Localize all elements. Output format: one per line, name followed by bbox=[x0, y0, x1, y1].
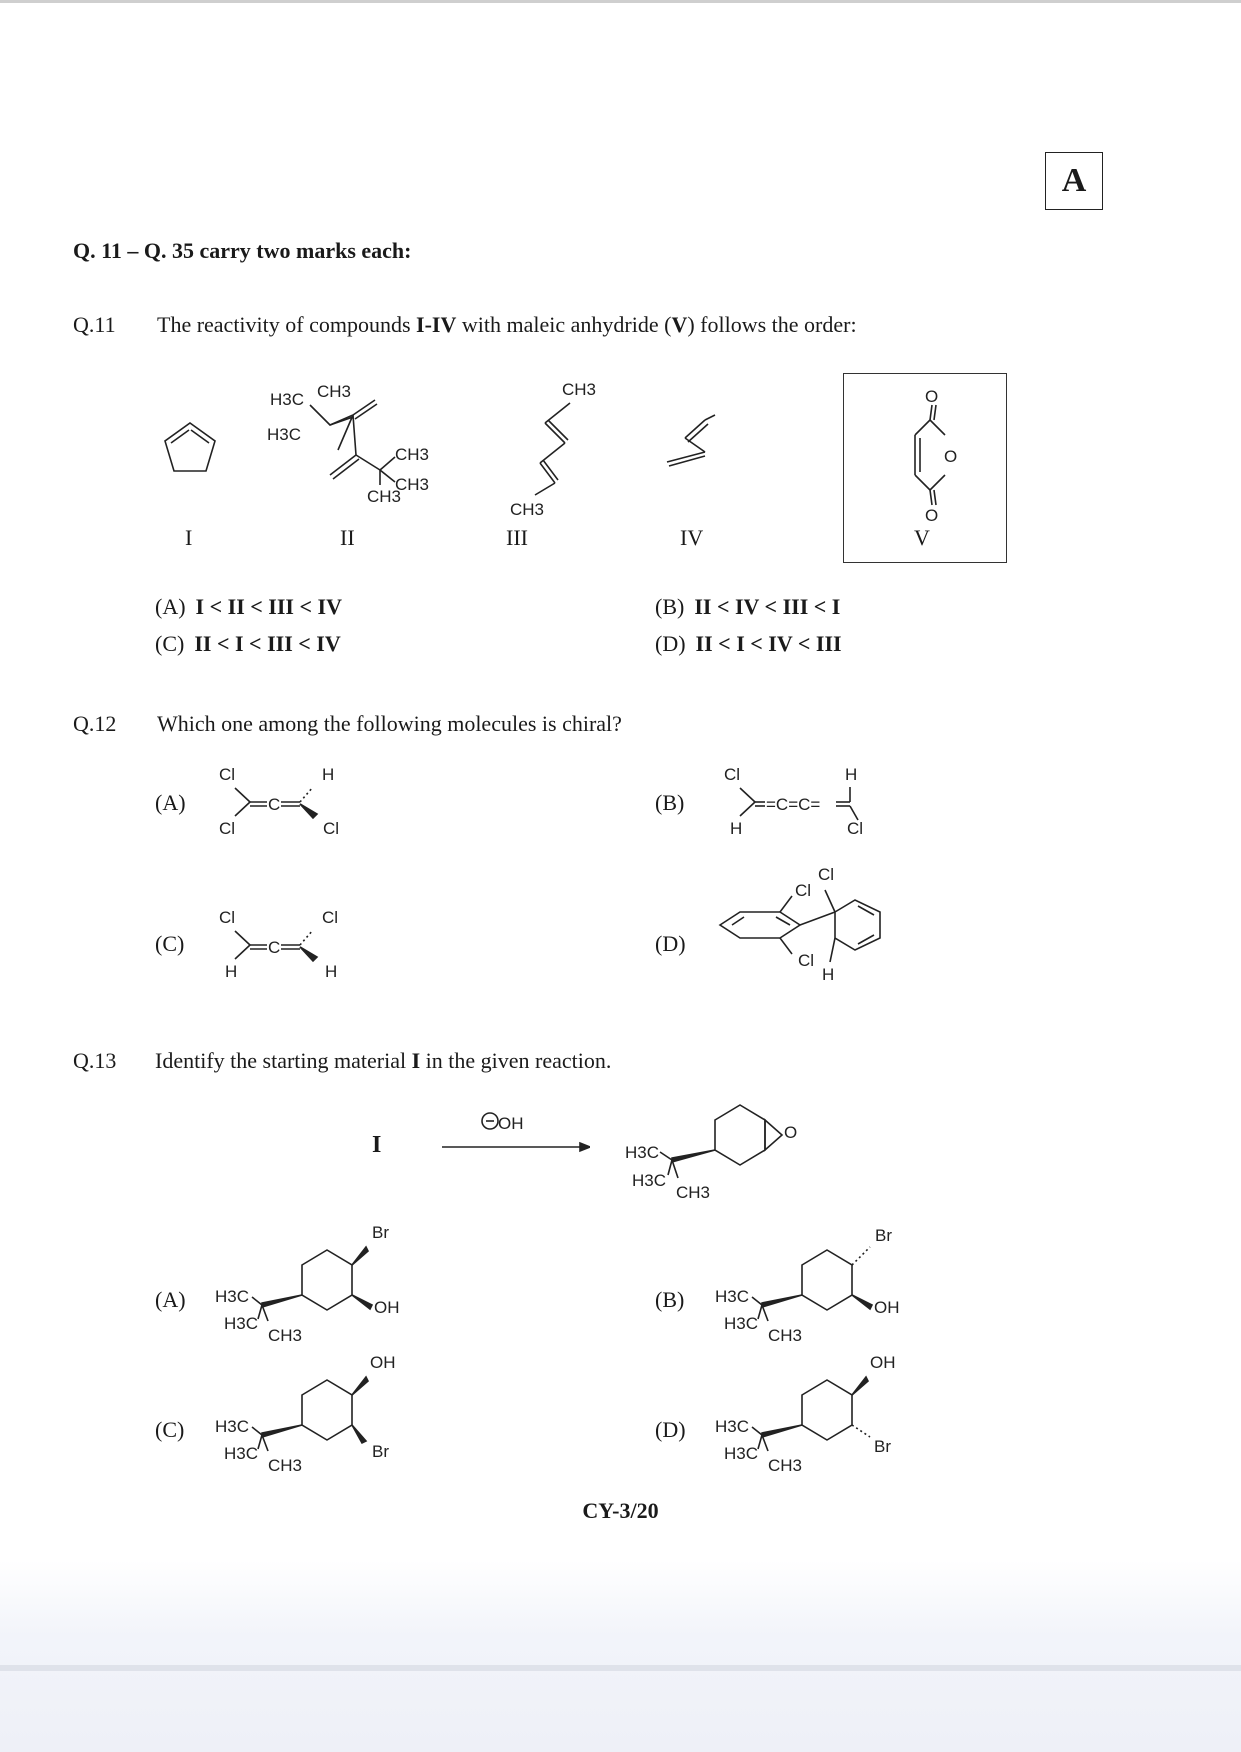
option-text: II < I < IV < III bbox=[695, 631, 842, 656]
bond bbox=[235, 945, 250, 959]
bond bbox=[685, 438, 705, 452]
atom-label: H3C bbox=[625, 1143, 660, 1162]
atom-label: H3C bbox=[270, 390, 305, 409]
product-epoxide-structure bbox=[620, 1090, 820, 1210]
atom-label: Cl bbox=[847, 819, 864, 838]
q12-a-structure bbox=[205, 762, 365, 842]
atom-label: CH3 bbox=[268, 1326, 303, 1345]
atom-label: O bbox=[925, 390, 939, 406]
q11-option-d[interactable] bbox=[655, 631, 842, 657]
atom-label: CH3 bbox=[367, 487, 402, 506]
q13-a-structure bbox=[210, 1215, 430, 1345]
double-bond bbox=[171, 430, 189, 443]
bond bbox=[660, 1152, 672, 1160]
bond bbox=[705, 415, 715, 420]
compound-label-i: I bbox=[185, 525, 193, 550]
q13-d-structure bbox=[710, 1345, 930, 1475]
q12-d-structure bbox=[710, 860, 910, 1000]
wedge-bond bbox=[300, 947, 317, 961]
bond bbox=[780, 938, 792, 954]
atom-label: H3C bbox=[215, 1417, 250, 1436]
ring-bond bbox=[802, 1250, 852, 1310]
section-heading: Q. 11 – Q. 35 carry two marks each: bbox=[73, 238, 412, 263]
wedge-bond bbox=[300, 804, 317, 818]
ring-bond bbox=[165, 423, 215, 471]
double-bond bbox=[930, 405, 932, 420]
bond bbox=[752, 1427, 762, 1435]
atom-label: H3C bbox=[724, 1444, 759, 1463]
q11-text-part: with maleic anhydride ( bbox=[456, 312, 672, 337]
reagent-label: OH bbox=[498, 1114, 524, 1133]
option-letter: (A) bbox=[155, 594, 186, 619]
bond bbox=[258, 1435, 262, 1449]
atom-label: OH bbox=[370, 1353, 396, 1372]
bond bbox=[930, 475, 945, 490]
bond bbox=[380, 470, 395, 482]
wedge-bond bbox=[352, 1425, 366, 1443]
atom-label: O bbox=[944, 447, 958, 466]
atom-label: =C=C= bbox=[766, 795, 821, 814]
bond bbox=[668, 1160, 672, 1175]
bond bbox=[262, 1305, 268, 1321]
hash-bond bbox=[852, 1247, 870, 1265]
atom-label: Cl bbox=[219, 908, 236, 927]
atom-label: CH3 bbox=[317, 382, 352, 401]
atom-label: H3C bbox=[715, 1417, 750, 1436]
bond bbox=[930, 420, 945, 435]
bond bbox=[758, 1305, 762, 1319]
double-bond bbox=[776, 917, 790, 925]
compound-iii-structure bbox=[495, 375, 615, 525]
atom-label: H3C bbox=[224, 1444, 259, 1463]
option-letter: (B) bbox=[655, 594, 685, 619]
q13-text-part: Identify the starting material bbox=[155, 1048, 412, 1073]
atom-label: C bbox=[268, 938, 281, 957]
q11-text-part: The reactivity of compounds bbox=[157, 312, 417, 337]
ring-bond bbox=[835, 900, 880, 950]
q11-option-b[interactable] bbox=[655, 594, 840, 620]
option-letter: (D) bbox=[655, 631, 686, 656]
bond bbox=[310, 405, 353, 425]
double-bond bbox=[934, 405, 936, 420]
bond bbox=[740, 788, 755, 802]
bond bbox=[825, 890, 835, 912]
bond bbox=[235, 788, 250, 802]
bond bbox=[235, 931, 250, 945]
ring-bond bbox=[302, 1250, 352, 1310]
compound-label-v: V bbox=[914, 525, 930, 550]
q13-c-structure bbox=[210, 1345, 430, 1475]
wedge-bond bbox=[352, 1247, 368, 1265]
q13-text-part: in the given reaction. bbox=[420, 1048, 612, 1073]
compound-i-structure bbox=[155, 415, 225, 485]
q12-option-c[interactable]: (C) bbox=[155, 931, 185, 956]
atom-label: H bbox=[845, 765, 858, 784]
q13-option-b[interactable]: (B) bbox=[655, 1287, 685, 1312]
atom-label: Cl bbox=[798, 951, 815, 970]
q13-b-structure bbox=[710, 1215, 930, 1345]
atom-label: Cl bbox=[795, 881, 812, 900]
scan-shading bbox=[0, 1560, 1241, 1752]
double-bond bbox=[732, 917, 744, 925]
epoxide-ring bbox=[765, 1120, 782, 1150]
q11-option-a[interactable] bbox=[155, 594, 342, 620]
atom-label: CH3 bbox=[562, 380, 597, 399]
q13-text bbox=[155, 1048, 611, 1074]
hash-bond bbox=[300, 787, 313, 802]
q11-text-bold: I-IV bbox=[416, 312, 457, 337]
option-text: II < IV < III < I bbox=[694, 594, 841, 619]
atom-label: H bbox=[730, 819, 743, 838]
arrow-head bbox=[580, 1143, 590, 1151]
atom-label: Cl bbox=[322, 908, 339, 927]
page-top-border bbox=[0, 0, 1241, 3]
wedge-bond bbox=[672, 1150, 715, 1162]
atom-label: CH3 bbox=[395, 475, 430, 494]
q11-text-part: ) follows the order: bbox=[687, 312, 857, 337]
q12-text: Which one among the following molecules is chiral? bbox=[157, 711, 622, 736]
bond bbox=[356, 455, 380, 470]
atom-label: CH3 bbox=[268, 1456, 303, 1475]
atom-label: CH3 bbox=[510, 500, 545, 519]
atom-label: H3C bbox=[715, 1287, 750, 1306]
compound-ii-structure bbox=[255, 375, 455, 525]
bond bbox=[780, 896, 792, 912]
atom-label: Cl bbox=[219, 819, 236, 838]
bond bbox=[252, 1297, 262, 1305]
atom-label: CH3 bbox=[768, 1326, 803, 1345]
bond bbox=[672, 1160, 678, 1178]
atom-label: H3C bbox=[632, 1171, 667, 1190]
wedge-bond bbox=[762, 1425, 802, 1437]
bond bbox=[235, 802, 250, 816]
q13-option-a[interactable]: (A) bbox=[155, 1287, 186, 1312]
atom-label: Br bbox=[874, 1437, 891, 1456]
bond bbox=[800, 912, 835, 925]
compound-label-iv: IV bbox=[680, 525, 704, 550]
atom-label: C bbox=[268, 795, 281, 814]
bond bbox=[915, 420, 930, 435]
q11-number: Q.11 bbox=[73, 312, 116, 337]
hash-bond bbox=[300, 930, 313, 945]
atom-label: H bbox=[225, 962, 238, 981]
atom-label: O bbox=[925, 506, 939, 525]
atom-label: Br bbox=[372, 1442, 389, 1461]
bond bbox=[758, 1435, 762, 1449]
bond bbox=[762, 1435, 768, 1451]
q12-b-structure bbox=[710, 762, 890, 842]
option-text: II < I < III < IV bbox=[194, 631, 341, 656]
wedge-bond bbox=[262, 1295, 302, 1307]
bond bbox=[262, 1435, 268, 1451]
bond bbox=[535, 483, 555, 495]
atom-label: Cl bbox=[724, 765, 741, 784]
bond bbox=[258, 1305, 262, 1319]
atom-label: H3C bbox=[724, 1314, 759, 1333]
bond bbox=[380, 457, 395, 470]
bond bbox=[762, 1305, 768, 1321]
q12-option-d[interactable]: (D) bbox=[655, 931, 686, 956]
q12-option-a[interactable]: (A) bbox=[155, 790, 186, 815]
compound-label-ii: II bbox=[340, 525, 355, 550]
reactant-label: I bbox=[372, 1132, 382, 1158]
compound-v-structure bbox=[870, 390, 990, 530]
atom-label: CH3 bbox=[676, 1183, 711, 1202]
bond bbox=[915, 475, 930, 490]
wedge-bond bbox=[352, 1295, 372, 1309]
ring-bond bbox=[302, 1380, 352, 1440]
bond bbox=[353, 415, 356, 455]
double-bond bbox=[934, 490, 936, 505]
reaction-arrow bbox=[440, 1105, 590, 1155]
atom-label: OH bbox=[374, 1298, 400, 1317]
q13-option-c[interactable]: (C) bbox=[155, 1417, 185, 1442]
wedge-bond bbox=[262, 1425, 302, 1437]
atom-label: O bbox=[784, 1123, 798, 1142]
scan-edge bbox=[0, 1665, 1241, 1671]
atom-label: H bbox=[822, 965, 835, 984]
atom-label: Cl bbox=[818, 865, 835, 884]
q11-text bbox=[157, 312, 857, 338]
atom-label: H bbox=[325, 962, 338, 981]
double-bond bbox=[191, 430, 209, 443]
compound-iv-structure bbox=[655, 410, 735, 480]
atom-label: Br bbox=[875, 1226, 892, 1245]
atom-label: CH3 bbox=[395, 445, 430, 464]
wedge-bond bbox=[852, 1377, 868, 1395]
q12-number: Q.12 bbox=[73, 711, 117, 736]
page-footer: CY-3/20 bbox=[582, 1498, 659, 1523]
bond bbox=[252, 1427, 262, 1435]
ring-bond bbox=[715, 1105, 765, 1165]
q13-option-d[interactable]: (D) bbox=[655, 1417, 686, 1442]
compound-label-iii: III bbox=[506, 525, 528, 550]
q11-option-c[interactable] bbox=[155, 631, 341, 657]
double-bond bbox=[930, 490, 932, 505]
atom-label: H3C bbox=[267, 425, 302, 444]
bond bbox=[850, 806, 858, 820]
option-text: I < II < III < IV bbox=[195, 594, 342, 619]
option-letter: (C) bbox=[155, 631, 185, 656]
atom-label: OH bbox=[870, 1353, 896, 1372]
q12-option-b[interactable]: (B) bbox=[655, 790, 685, 815]
atom-label: H3C bbox=[224, 1314, 259, 1333]
atom-label: H bbox=[322, 765, 335, 784]
paper-set-box: A bbox=[1045, 152, 1103, 210]
wedge-bond bbox=[762, 1295, 802, 1307]
q13-number: Q.13 bbox=[73, 1048, 117, 1073]
q11-text-bold: V bbox=[671, 312, 688, 337]
ring-bond bbox=[802, 1380, 852, 1440]
atom-label: OH bbox=[874, 1298, 900, 1317]
q12-c-structure bbox=[205, 905, 365, 985]
atom-label: H3C bbox=[215, 1287, 250, 1306]
atom-label: CH3 bbox=[768, 1456, 803, 1475]
bond bbox=[830, 938, 835, 962]
atom-label: Cl bbox=[323, 819, 340, 838]
q13-text-bold: I bbox=[411, 1048, 421, 1073]
atom-label: Br bbox=[372, 1223, 389, 1242]
wedge-bond bbox=[852, 1295, 872, 1309]
bond bbox=[740, 802, 755, 816]
wedge-bond bbox=[352, 1377, 368, 1395]
hash-bond bbox=[852, 1425, 870, 1437]
atom-label: Cl bbox=[219, 765, 236, 784]
bond bbox=[752, 1297, 762, 1305]
